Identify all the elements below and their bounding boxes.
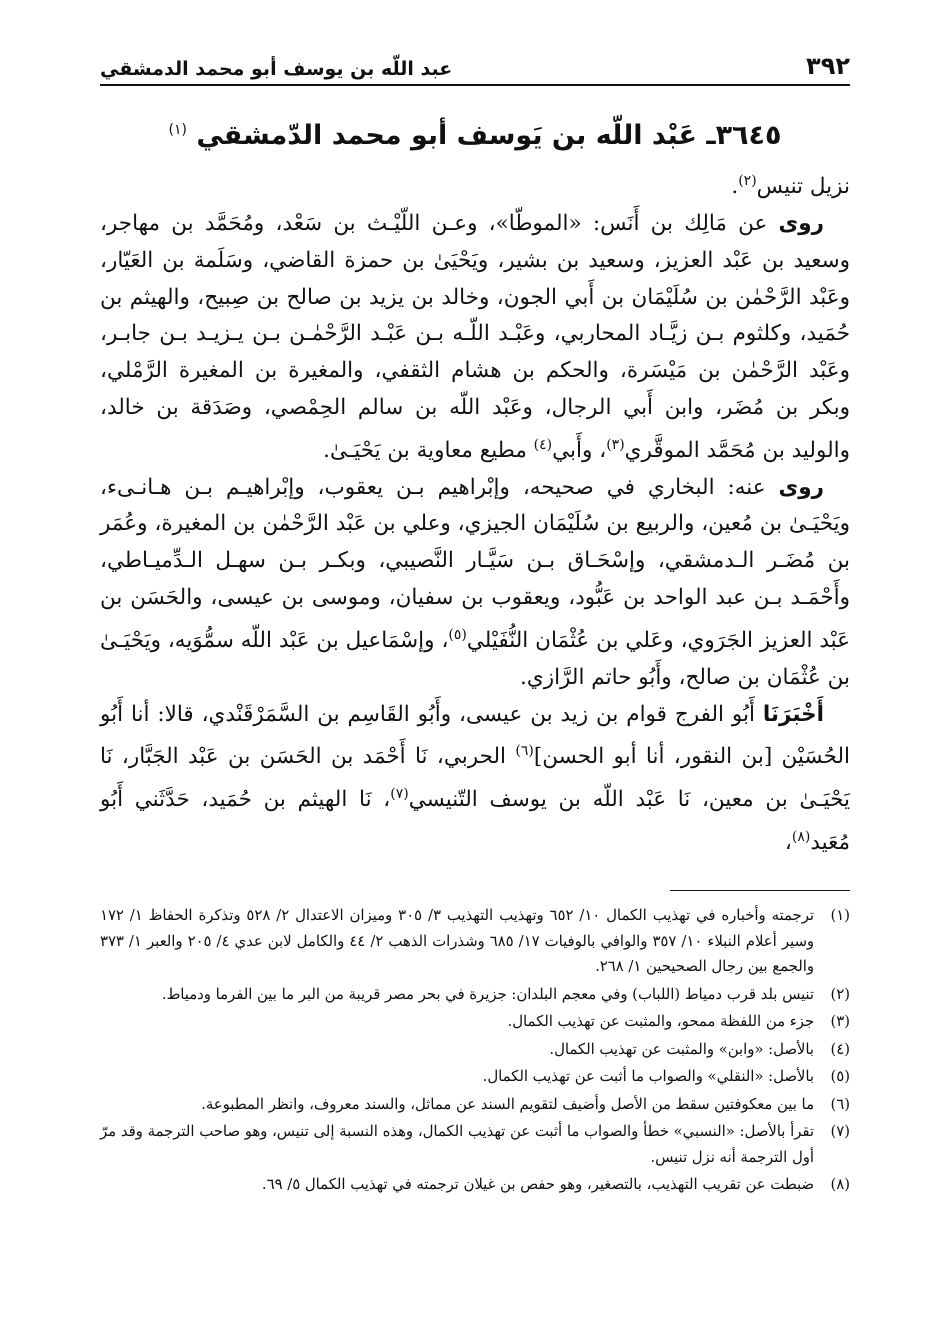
footnote-number: (٥) <box>830 1068 850 1086</box>
paragraph-narrated-by <box>100 470 850 697</box>
narrated-by-end: ، وإسْمَاعيل بن عَبْد اللّه سمُّوَيه، ويَحْيَـىٰ بن عُثْمَان بن صالح، وأَبُو حاتم الرَّازي. <box>100 628 850 690</box>
paragraph-residence <box>100 163 850 206</box>
footnote-item <box>100 1092 850 1118</box>
footnote-ref-8[interactable]: (٨) <box>791 829 811 846</box>
footnote-divider <box>670 890 850 891</box>
footnote-text: بالأصل: «النقلي» والصواب ما أثبت عن تهذيب الكمال. <box>482 1068 814 1086</box>
footnote-item <box>100 1172 850 1198</box>
footnote-number: (٨) <box>830 1176 850 1194</box>
footnote-ref-1[interactable]: (١) <box>168 122 187 138</box>
footnote-ref-3[interactable]: (٣) <box>606 436 625 453</box>
entry-title-text: ٣٦٤٥ـ عَبْد اللّه بن يَوسف أبو محمد الدّمشقي <box>196 120 782 151</box>
footnote-ref-7[interactable]: (٧) <box>390 786 409 803</box>
narrated-from-mid: ، وأَبي <box>552 437 607 463</box>
isnad-mid2: ، نَا الهيثم بن حُمَيد، حَدَّثَني أَبُو مُعَيد <box>100 787 850 856</box>
footnote-number: (٣) <box>830 1013 850 1031</box>
residence-text: نزيل تنيس <box>756 174 850 200</box>
footnotes <box>100 903 850 1198</box>
keyword-rawa-anhu: روى <box>778 474 824 500</box>
footnote-text: ترجمته وأخباره في تهذيب الكمال ١٠/ ٦٥٢ وتهذيب التهذيب ٣/ ٣٠٥ وميزان الاعتدال ٢/ ٥٢٨ وتذكرة الحفاظ ١/ ١٧٢ وسير أعلام النبلاء ١٠/ ٣٥٧ والوافي بالوفيات ١٧/ ٦٨٥ وشذرات الذهب ٢/ ٤٤ والكامل لابن عدي ٤/ ٢٠٥ والعبر ١/ ٣٧٣ والجمع بين رجال الصحيحين ١/ ٢٦٨. <box>100 907 814 976</box>
keyword-akhbarana: أَخْبَرَنَا <box>762 701 824 727</box>
footnote-number: (٤) <box>830 1040 850 1058</box>
isnad-end: ، <box>784 830 792 856</box>
footnote-ref-4[interactable]: (٤) <box>533 436 553 453</box>
isnad-mid: الحربي، نَا أَحْمَد بن الحَسَن بن عَبْد الجَبَّار، نَا يَحْيَـىٰ بن معين، نَا عَبْد اللّه بن يوسف التّنيسي <box>100 744 850 813</box>
footnote-item <box>100 903 850 980</box>
footnote-text: ضبطت عن تقريب التهذيب، بالتصغير، وهو حفص بن غيلان ترجمته في تهذيب الكمال ٥/ ٦٩. <box>261 1176 814 1194</box>
footnote-text: تقرأ بالأصل: «النسبي» خطأ والصواب ما أثبت عن تهذيب الكمال، وهذه النسبة إلى تنيس، وهو صاحب الترجمة وقد مرّ أول الترجمة أنه نزل تنيس. <box>100 1123 814 1166</box>
footnote-text: جزء من اللفظة ممحو، والمثبت عن تهذيب الكمال. <box>507 1013 814 1031</box>
page-header <box>100 52 850 86</box>
residence-end: . <box>731 174 739 200</box>
footnote-text: ما بين معكوفتين سقط من الأصل وأضيف لتقويم السند عن مماثل، والسند معروف، وانظر المطبوعة. <box>201 1095 814 1113</box>
footnote-number: (٦) <box>830 1095 850 1113</box>
footnote-ref-2[interactable]: (٢) <box>738 173 757 189</box>
footnote-text: تنيس بلد قرب دمياط (اللباب) وفي معجم البلدان: جزيرة في بحر مصر قريبة من البر ما بين الفرما ودمياط. <box>161 985 814 1003</box>
footnote-item <box>100 1009 850 1035</box>
footnote-text: بالأصل: «وابن» والمثبت عن تهذيب الكمال. <box>549 1040 814 1058</box>
isnad-text: أَبُو الفرج قوام بن زيد بن عيسى، وأَبُو القَاسِم بن السَّمَرْقَنْدي، قالا: أنا أَبُو الحُسَيْن [بن النقور، أنا أبو الحسن] <box>100 701 850 770</box>
narrated-by-text: عنه: البخاري في صحيحه، وإبْراهيم بـن يعقوب، وإبْراهيـم بـن هـانـىء، ويَحْيَـىٰ بن مُعين، والربيع بن سُلَيْمَان الجيزي، وعلي بن عَبْد الرَّحْمٰن بن المغيرة، وعُمَر بن مُضَـر الـدمشقي، وإسْحَـاق بـن سَيَّـار النَّصيبي، وبكـر بـن سهـل الـدِّميـاطي، وأَحْمَـد بـن عبد الواحد بن عَبُّود، ويعقوب بن سفيان، وموسى بن عيسى، والحَسَن بن عَبْد العزيز الجَرَوي، وعَلي بن عُثْمَان النُّفَيْلي <box>100 474 851 654</box>
running-title: عبد اللّه بن يوسف أبو محمد الدمشقي <box>100 58 453 80</box>
footnote-number: (١) <box>830 907 850 925</box>
footnote-ref-6[interactable]: (٦) <box>515 743 534 760</box>
narrated-from-text: عن مَالِك بن أَنَس: «الموطّا»، وعـن اللّيْـث بن سَعْد، ومُحَمَّد بن مهاجر، وسعيد بن عَبْد العزيز، وسعيد بن بشير، ويَحْيَىٰ بن حمزة القاضي، وسَلَمة بن العَيّار، وعَبْد الرَّحْمٰن بن سُلَيْمَان بن أَبي الجون، وخالد بن يزيد بن صالح بن صِبيح، والهيثم بن حُمَيد، وكلثوم بـن زيَّـاد المحاربي، وعَبْـد اللّـه بـن عَبْـد الرَّحْمٰـن بـن يـزيـد بـن جابـر، وعَبْد الرَّحْمٰن بن مَيْسَرة، والحكم بن هشام الثقفي، والمغيرة بن المغيرة الرَّمْلي، وبكر بن مُضَر، وابن أَبي الرجال، وعَبْد اللّه بن سالم الحِمْصي، وصَدَقة بن خالد، والوليد بن مُحَمَّد الموقَّري <box>100 210 850 463</box>
main-text <box>100 163 850 862</box>
page-number: ٣٩٢ <box>806 52 850 80</box>
footnote-number: (٧) <box>830 1123 850 1141</box>
footnote-number: (٢) <box>830 985 850 1003</box>
keyword-rawa: روى <box>778 210 824 236</box>
footnote-item <box>100 1119 850 1170</box>
footnote-item <box>100 1064 850 1090</box>
footnote-item <box>100 1037 850 1063</box>
entry-title <box>100 120 850 151</box>
footnote-ref-5[interactable]: (٥) <box>448 626 467 643</box>
paragraph-isnad <box>100 697 850 863</box>
narrated-from-end: مطيع معاوية بن يَحْيَـىٰ. <box>323 437 534 463</box>
paragraph-narrated-from <box>100 206 850 470</box>
footnote-item <box>100 982 850 1008</box>
